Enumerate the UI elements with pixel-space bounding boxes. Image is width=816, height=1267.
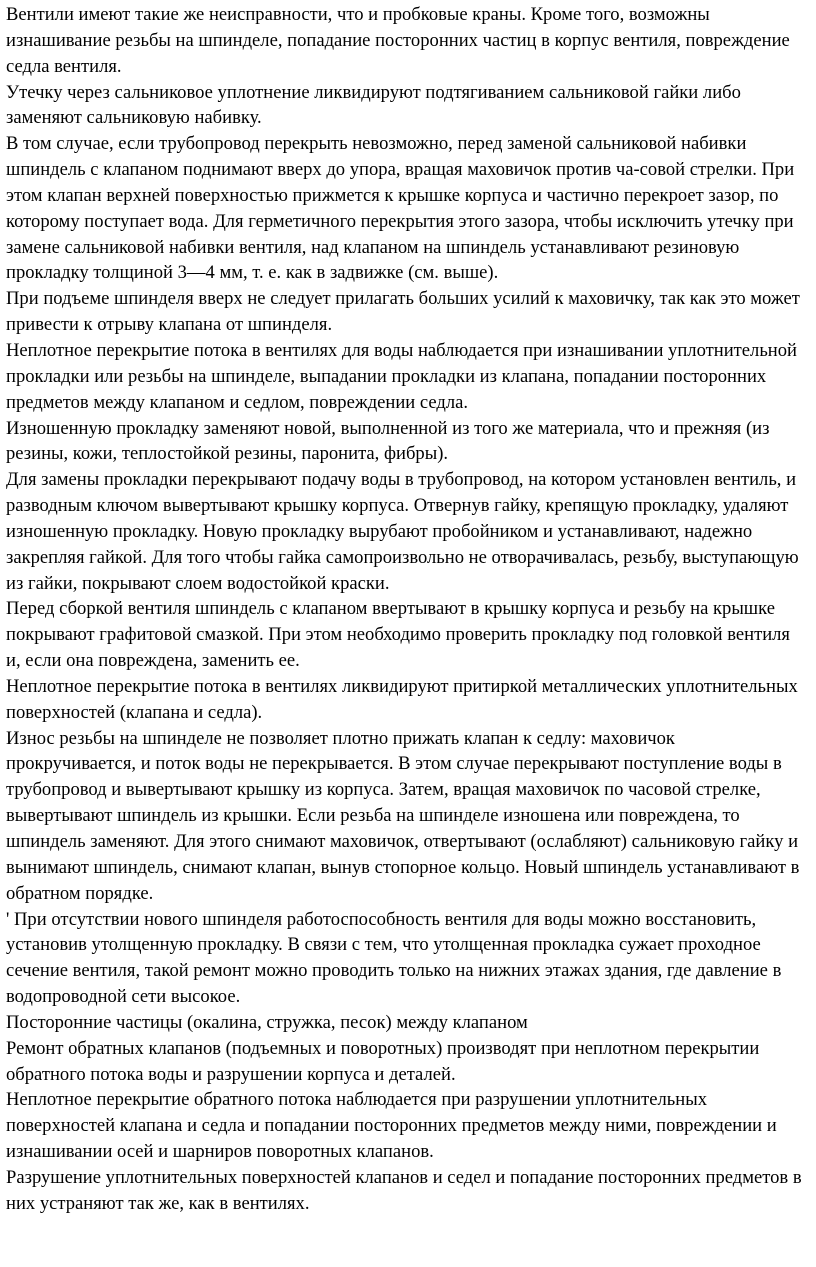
paragraph-foreign-particles: Посторонние частицы (окалина, стружка, песок) между клапаном <box>6 1011 528 1033</box>
paragraph-spindle-thread-wear: Износ резьбы на шпинделе не позволяет плотно прижать клапан к седлу: маховичок прокручивается, и поток воды не перекрывается. В этом случае перекрывают поступление воды в трубопровод и вывертывают крышку из корпуса. Затем, вращая маховичок по часовой стрелке, вывертывают шпиндель из крышки. Если резьба на шпинделе изношена или повреждена, то шпиндель заменяют. Для этого снимают маховичок, отвертывают (ослабляют) сальниковую гайку и вынимают шпиндель, снимают клапан, вынув стопорное кольцо. Новый шпиндель устанавливают в обратном порядке. <box>6 727 800 904</box>
paragraph-gland-leak: Утечку через сальниковое уплотнение ликвидируют подтягиванием сальниковой гайки либо заменяют сальниковую набивку. <box>6 81 741 129</box>
paragraph-valve-faults: Вентили имеют такие же неисправности, что и пробковые краны. Кроме того, возможны изнашивание резьбы на шпинделе, попадание посторонних частиц в корпус вентиля, повреждение седла вентиля. <box>6 4 790 77</box>
paragraph-gasket-material: Изношенную прокладку заменяют новой, выполненной из того же материала, что и прежняя (из резины, кожи, теплостойкой резины, паронита, фибры). <box>6 417 770 465</box>
paragraph-thick-gasket: ' При отсутствии нового шпинделя работоспособность вентиля для воды можно восстановить, установив утолщенную прокладку. В связи с тем, что утолщенная прокладка сужает проходное сечение вентиля, такой ремонт можно проводить только на нижних этажах здания, где давление в водопроводной сети высокое. <box>6 908 782 1008</box>
paragraph-gasket-replacement: Для замены прокладки перекрывают подачу воды в трубопровод, на котором установлен вентиль, и разводным ключом вывертывают крышку корпуса. Отвернув гайку, крепящую прокладку, удаляют изношенную прокладку. Новую прокладку вырубают пробойником и устанавливают, надежно закрепляя гайкой. Для того чтобы гайка самопроизвольно не отворачивалась, резьбу, выступающую из гайки, покрывают слоем водостойкой краски. <box>6 469 799 594</box>
paragraph-leaky-shutoff-causes: Неплотное перекрытие потока в вентилях для воды наблюдается при изнашивании уплотнительной прокладки или резьбы на шпинделе, выпадании прокладки из клапана, попадании посторонних предметов между клапаном и седлом, повреждении седла. <box>6 339 797 413</box>
paragraph-sealing-surface-repair: Разрушение уплотнительных поверхностей клапанов и седел и попадание посторонних предметов в них устраняют так же, как в вентилях. <box>6 1166 802 1214</box>
paragraph-check-valve-repair: Ремонт обратных клапанов (подъемных и поворотных) производят при неплотном перекрытии обратного потока воды и разрушении корпуса и деталей. <box>6 1037 760 1085</box>
paragraph-spindle-lift-warning: При подъеме шпинделя вверх не следует прилагать больших усилий к маховичку, так как это может привести к отрыву клапана от шпинделя. <box>6 288 800 336</box>
paragraph-lapping: Неплотное перекрытие потока в вентилях ликвидируют притиркой металлических уплотнительных поверхностей (клапана и седла). <box>6 675 798 723</box>
paragraph-packing-replacement: В том случае, если трубопровод перекрыть невозможно, перед заменой сальниковой набивки шпиндель с клапаном поднимают вверх до упора, вращая маховичок против ча-совой стрелки. При этом клапан верхней поверхностью прижмется к крышке корпуса и частично перекроет зазор, по которому поступает вода. Для герметичного перекрытия этого зазора, чтобы исключить утечку при замене сальниковой набивки вентиля, над клапаном на шпиндель устанавливают резиновую прокладку толщиной 3—4 мм, т. е. как в задвижке (см. выше). <box>6 133 795 284</box>
paragraph-assembly: Перед сборкой вентиля шпиндель с клапаном ввертывают в крышку корпуса и резьбу на крышке покрывают графитовой смазкой. При этом необходимо проверить прокладку под головкой вентиля и, если она повреждена, заменить ее. <box>6 598 790 672</box>
paragraph-check-valve-leak: Неплотное перекрытие обратного потока наблюдается при разрушении уплотнительных поверхностей клапана и седла и попадании посторонних предметов между ними, повреждении и изнашивании осей и шарниров поворотных клапанов. <box>6 1089 777 1163</box>
